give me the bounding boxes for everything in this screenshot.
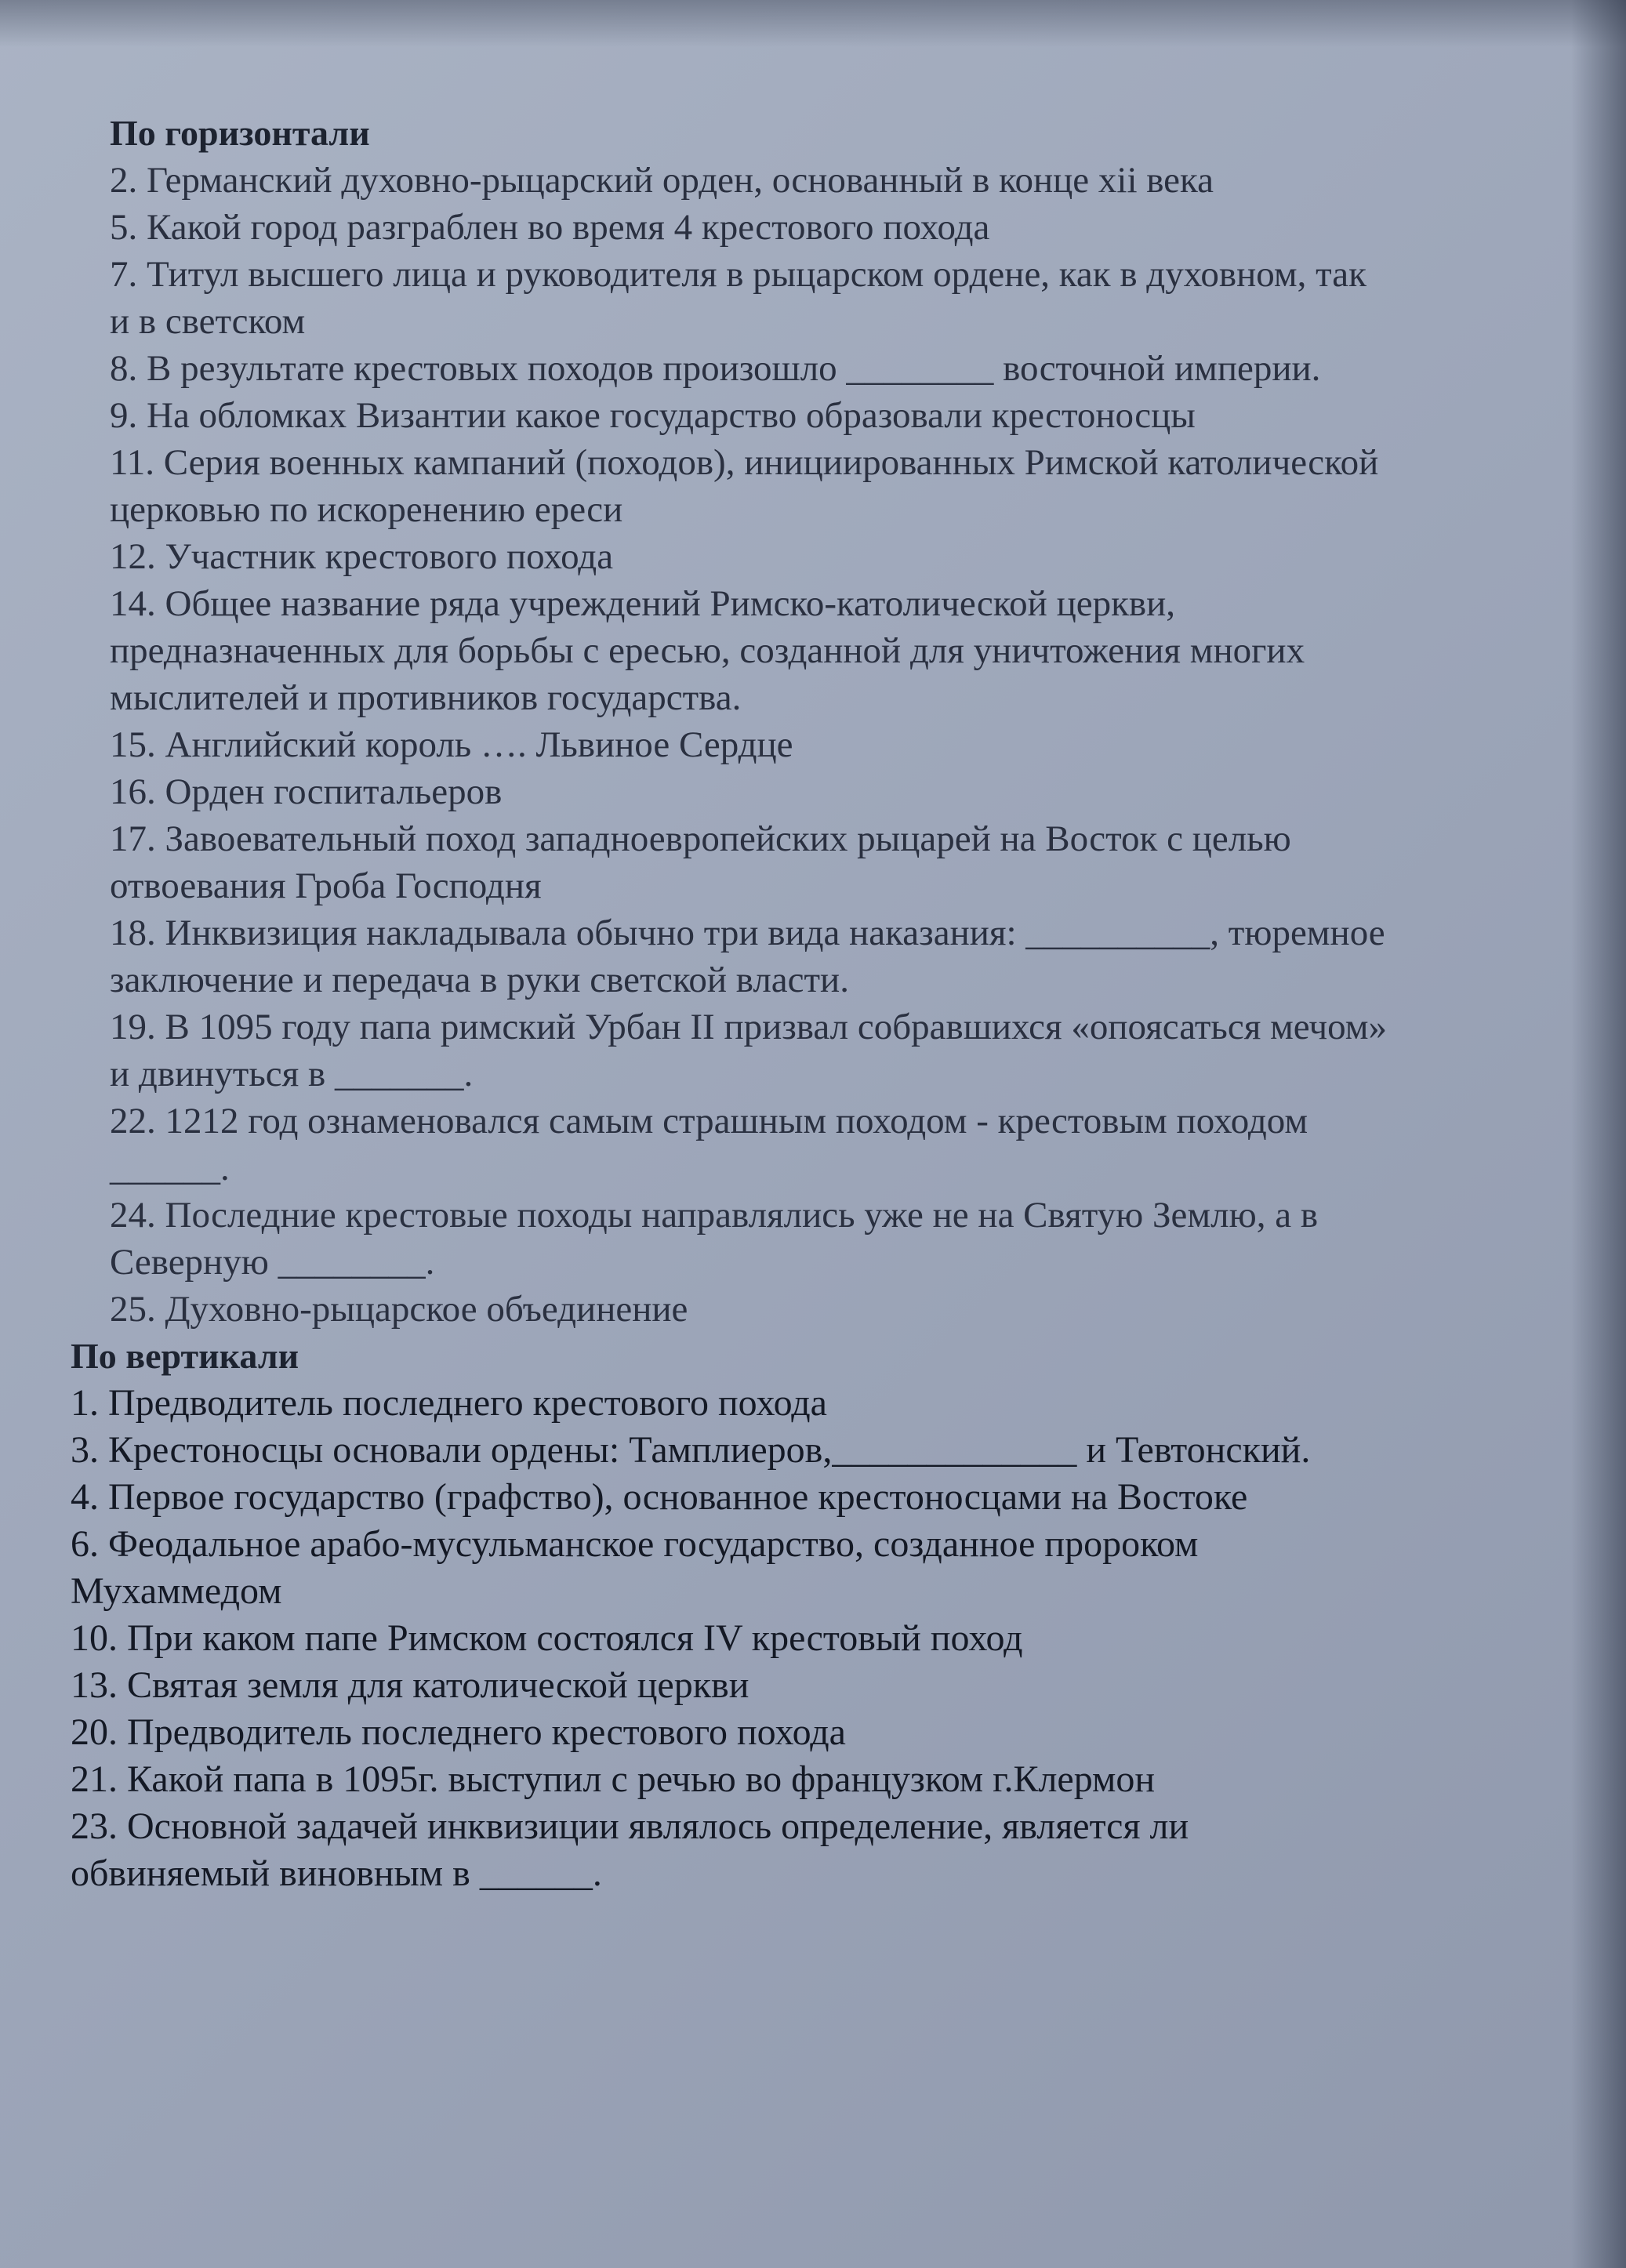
clue-line: 6. Феодальное арабо-мусульманское государство, созданное пророком: [71, 1523, 1199, 1565]
clue-line: 8. В результате крестовых походов произошло ________ восточной империи.: [110, 348, 1321, 389]
clue-line: 25. Духовно-рыцарское объединение: [110, 1289, 688, 1330]
clue-line: ______.: [110, 1148, 230, 1188]
horizontal-clue-list: [63, 157, 1584, 1333]
horizontal-heading: По горизонтали: [110, 113, 370, 153]
photo-shadow-top: [0, 0, 1626, 47]
vertical-clue-list: [63, 1380, 1584, 1897]
clue-line: 17. Завоевательный поход западноевропейских рыцарей на Восток с целью: [110, 818, 1291, 859]
clue-line: 12. Участник крестового похода: [110, 536, 614, 577]
clue-line: 22. 1212 год ознаменовался самым страшным походом - крестовым походом: [110, 1101, 1308, 1141]
clue-line: 5. Какой город разграблен во время 4 крестового похода: [110, 207, 990, 248]
clue-line: Северную ________.: [110, 1242, 435, 1283]
clue-line: 16. Орден госпитальеров: [110, 771, 503, 812]
clue-line: 24. Последние крестовые походы направлялись уже не на Святую Землю, а в: [110, 1195, 1319, 1236]
clue-line: церковью по искоренению ереси: [110, 489, 623, 530]
clue-line: 4. Первое государство (графство), основанное крестоносцами на Востоке: [71, 1476, 1248, 1518]
horizontal-clues: [63, 110, 1584, 1333]
vertical-clues: [63, 1333, 1584, 1897]
clue-line: 15. Английский король …. Львиное Сердце: [110, 724, 793, 765]
clue-line: 20. Предводитель последнего крестового похода: [71, 1711, 846, 1753]
clue-line: 3. Крестоносцы основали ордены: Тамплиеров,_____________ и Тевтонский.: [71, 1429, 1311, 1471]
clue-line: обвиняемый виновным в ______.: [71, 1853, 602, 1894]
clue-line: 23. Основной задачей инквизиции являлось определение, является ли: [71, 1805, 1189, 1847]
vertical-heading: По вертикали: [71, 1336, 299, 1376]
clue-line: 11. Серия военных кампаний (походов), инициированных Римской католической: [110, 442, 1379, 483]
clue-line: заключение и передача в руки светской власти.: [110, 960, 849, 1000]
clue-line: 14. Общее название ряда учреждений Римско-католической церкви,: [110, 583, 1176, 624]
clue-line: мыслителей и противников государства.: [110, 677, 742, 718]
clue-line: 9. На обломках Византии какое государство образовали крестоносцы: [110, 395, 1196, 436]
clue-line: и в светском: [110, 301, 306, 342]
clue-line: 10. При каком папе Римском состоялся IV крестовый поход: [71, 1617, 1023, 1659]
clue-line: 7. Титул высшего лица и руководителя в рыцарском ордене, как в духовном, так: [110, 254, 1366, 295]
clue-line: 13. Святая земля для католической церкви: [71, 1664, 749, 1706]
clue-line: 18. Инквизиция накладывала обычно три вида наказания: __________, тюремное: [110, 913, 1385, 953]
clue-line: 19. В 1095 году папа римский Урбан II призвал собравшихся «опоясаться мечом»: [110, 1007, 1387, 1047]
clue-line: 21. Какой папа в 1095г. выступил с речью во французком г.Клермон: [71, 1758, 1156, 1800]
clue-line: 1. Предводитель последнего крестового похода: [71, 1382, 827, 1424]
clue-line: 2. Германский духовно-рыцарский орден, основанный в конце xii века: [110, 160, 1214, 201]
clue-line: Мухаммедом: [71, 1570, 282, 1612]
crossword-clues-sheet: [63, 110, 1584, 1897]
clue-line: и двинуться в _______.: [110, 1054, 474, 1094]
clue-line: отвоевания Гроба Господня: [110, 865, 542, 906]
clue-line: предназначенных для борьбы с ересью, созданной для уничтожения многих: [110, 630, 1305, 671]
